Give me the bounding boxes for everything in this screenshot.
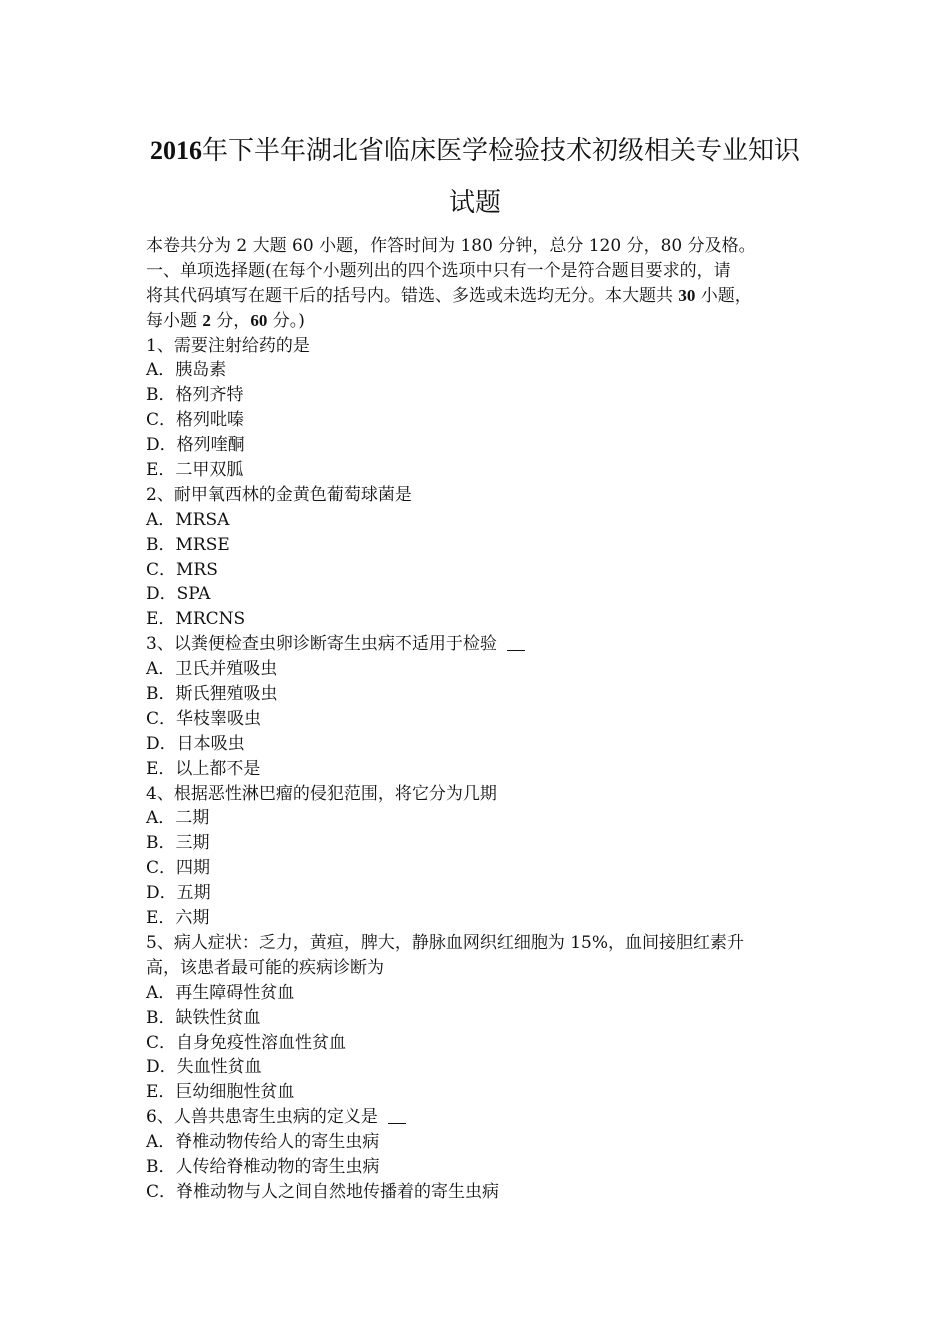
section-text: 将其代码填写在题干后的括号内。错选、多选或未选均无分。本大题共: [146, 285, 679, 306]
option: A．胰岛素: [146, 360, 227, 381]
question-count: 30: [678, 285, 696, 305]
question-stem: 4、根据恶性淋巴瘤的侵犯范围，将它分为几期: [146, 783, 497, 804]
question-text: 6、人兽共患寄生虫病的定义是: [146, 1107, 378, 1128]
section-heading-line3: [146, 309, 810, 334]
section-text: 分。): [267, 310, 305, 331]
question-stem: 2、耐甲氧西林的金黄色葡萄球菌是: [146, 484, 412, 505]
section-text: 小题，: [695, 285, 752, 306]
question-stem-continued: 高，该患者最可能的疾病诊断为: [146, 957, 384, 978]
title-text: 年下半年湖北省临床医学检验技术初级相关专业知识: [201, 136, 800, 166]
option: C．格列吡嗪: [146, 410, 245, 431]
exam-intro: 本卷共分为 2 大题 60 小题，作答时间为 180 分钟，总分 120 分，80 分及格。: [146, 236, 756, 256]
question-stem: 1、需要注射给药的是: [146, 335, 310, 356]
option: E．二甲双胍: [146, 460, 244, 481]
option: C．华枝睾吸虫: [146, 708, 262, 729]
option: B．斯氏狸殖吸虫: [146, 684, 278, 705]
question-text: 3、以粪便检查虫卵诊断寄生虫病不适用于检验: [146, 634, 497, 655]
option: B．人传给脊椎动物的寄生虫病: [146, 1156, 380, 1177]
option: B．格列齐特: [146, 385, 244, 406]
answer-blank: [507, 635, 525, 651]
option: E．以上都不是: [146, 758, 261, 779]
option: C．四期: [146, 858, 211, 879]
option: A．卫氏并殖吸虫: [146, 659, 278, 680]
points-per-question: 2: [202, 310, 211, 330]
question-stem: 5、病人症状：乏力，黄疸，脾大，静脉血网织红细胞为 15%，血间接胆红素升: [146, 932, 745, 953]
option: A．MRSA: [146, 509, 230, 530]
section-heading-line1: 一、单项选择题(在每个小题列出的四个选项中只有一个是符合题目要求的，请: [146, 260, 731, 281]
section-total: 60: [250, 310, 268, 330]
option: C．自身免疫性溶血性贫血: [146, 1032, 347, 1053]
option: B．MRSE: [146, 534, 230, 555]
option: E．巨幼细胞性贫血: [146, 1082, 295, 1103]
option: A．脊椎动物传给人的寄生虫病: [146, 1132, 380, 1153]
option: D．失血性贫血: [146, 1057, 262, 1078]
answer-blank: [388, 1108, 406, 1124]
option: C．MRS: [146, 559, 218, 580]
document-title-line2: 试题: [448, 188, 501, 218]
option: D．五期: [146, 883, 211, 904]
document-title-line1: [0, 134, 950, 168]
option: D．SPA: [146, 584, 211, 605]
question-stem: [146, 632, 810, 657]
option: D．日本吸虫: [146, 733, 245, 754]
option: B．缺铁性贫血: [146, 1007, 261, 1028]
option: E．MRCNS: [146, 609, 246, 630]
section-heading-line2: [146, 284, 810, 309]
section-text: 每小题: [146, 310, 203, 331]
option: B．三期: [146, 833, 210, 854]
option: A．再生障碍性贫血: [146, 982, 295, 1003]
option: C．脊椎动物与人之间自然地传播着的寄生虫病: [146, 1181, 500, 1202]
document-body: [146, 234, 810, 1205]
option: A．二期: [146, 808, 210, 829]
option: D．格列喹酮: [146, 435, 245, 456]
section-text: 分，: [210, 310, 251, 331]
question-stem: [146, 1105, 810, 1130]
title-year: 2016: [149, 136, 202, 165]
option: E．六期: [146, 908, 210, 929]
